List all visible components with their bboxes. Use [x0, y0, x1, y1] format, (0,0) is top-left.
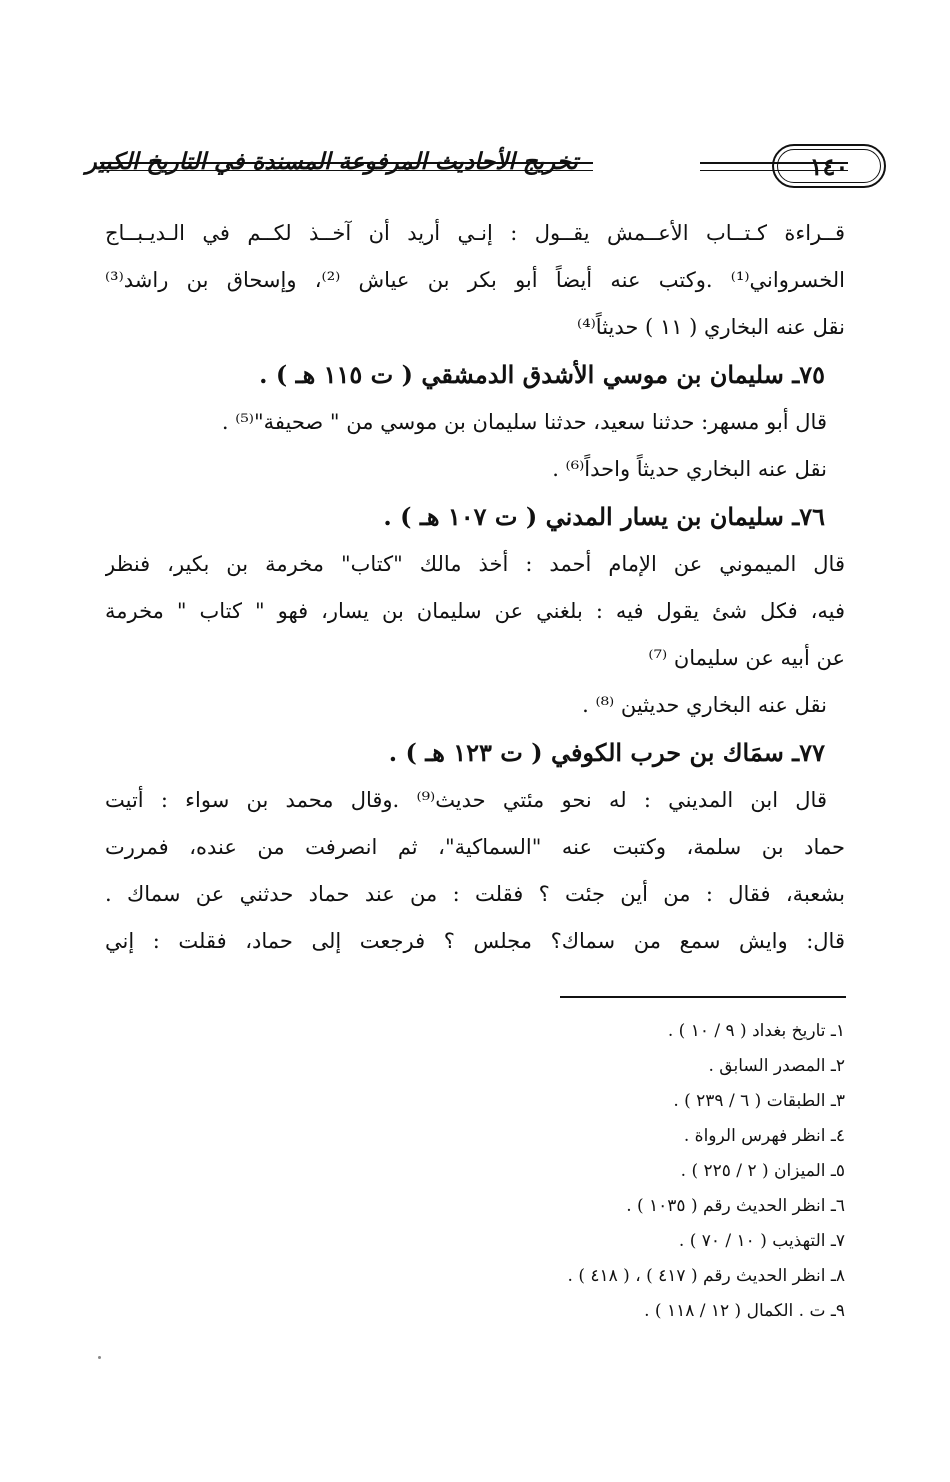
text-line: نقل عنه البخاري ( ١١ ) حديثاً⁽⁴⁾	[577, 315, 845, 339]
entry-heading-77: ٧٧ـ سمَاك بن حرب الكوفي ( ت ١٢٣ هـ ) .	[388, 738, 825, 767]
text-line: حماد بن سلمة، وكتبت عنه "السماكية"، ثم انصرفت من عنده، فمررت	[105, 835, 845, 859]
text-line: نقل عنه البخاري حديثاً واحداً⁽⁶⁾ .	[552, 457, 827, 481]
text-line: فيه، فكل شئ يقول فيه : بلغني عن سليمان بن يسار، فهو " كتاب " مخرمة	[105, 599, 845, 623]
text-line: الخسرواني⁽¹⁾ .وكتب عنه أيضاً أبو بكر بن عياش ⁽²⁾، وإسحاق بن راشد⁽³⁾	[105, 268, 845, 292]
text-line: عن أبيه عن سليمان ⁽⁷⁾	[648, 646, 845, 670]
text-line: قــراءة كـتــاب الأعــمش يقــول : إنـي أريد أن آخــذ لكــم في الـديـبــاج	[105, 221, 845, 245]
text-line: قال الميموني عن الإمام أحمد : أخذ مالك "كتاب" مخرمة بن بكير، فنظر	[105, 552, 845, 576]
text-line: بشعبة، فقال : من أين جئت ؟ فقلت : من عند حماد حدثني عن سماك .	[105, 882, 845, 906]
footnote: ٨ـ انظر الحديث رقم ( ٤١٧ ) ، ( ٤١٨ ) .	[567, 1266, 845, 1286]
page-number-frame	[772, 144, 886, 188]
header-title: تخريج الأحاديث المرفوعة المسندة في التاريخ الكبير	[85, 148, 578, 175]
footnote: ٦ـ انظر الحديث رقم ( ١٠٣٥ ) .	[626, 1196, 845, 1216]
footnote: ٥ـ الميزان ( ٢ / ٢٢٥ ) .	[680, 1161, 845, 1181]
footnote: ٣ـ الطبقات ( ٦ / ٢٣٩ ) .	[673, 1091, 845, 1111]
entry-heading-76: ٧٦ـ سليمان بن يسار المدني ( ت ١٠٧ هـ ) .	[383, 502, 825, 531]
page-number: ١٤٠	[809, 151, 849, 181]
body-text	[105, 210, 845, 965]
text-line: قال أبو مسهر: حدثنا سعيد، حدثنا سليمان بن موسي من " صحيفة"⁽⁵⁾ .	[221, 410, 827, 434]
text-line: قال: وايش سمع من سماك؟ مجلس ؟ فرجعت إلى حماد، فقلت : إني	[105, 929, 845, 953]
footnote: ٤ـ انظر فهرس الرواة .	[683, 1126, 845, 1146]
footnotes	[345, 1014, 845, 1329]
text-line: نقل عنه البخاري حديثين ⁽⁸⁾ .	[582, 693, 827, 717]
footnote-separator	[560, 996, 846, 998]
footnote: ٢ـ المصدر السابق .	[708, 1056, 845, 1076]
footnote: ٧ـ التهذيب ( ١٠ / ٧٠ ) .	[678, 1231, 845, 1251]
scan-speck	[98, 1356, 101, 1359]
footnote: ١ـ تاريخ بغداد ( ٩ / ١٠ ) .	[667, 1021, 845, 1041]
running-header	[85, 140, 849, 190]
footnote: ٩ـ ت . الكمال ( ١٢ / ١١٨ ) .	[644, 1301, 845, 1321]
text-line: قال ابن المديني : له نحو مئتي حديث⁽⁹⁾ .وقال محمد بن سواء : أتيت	[105, 788, 827, 812]
entry-heading-75: ٧٥ـ سليمان بن موسي الأشدق الدمشقي ( ت ١١٥ هـ ) .	[259, 360, 825, 389]
